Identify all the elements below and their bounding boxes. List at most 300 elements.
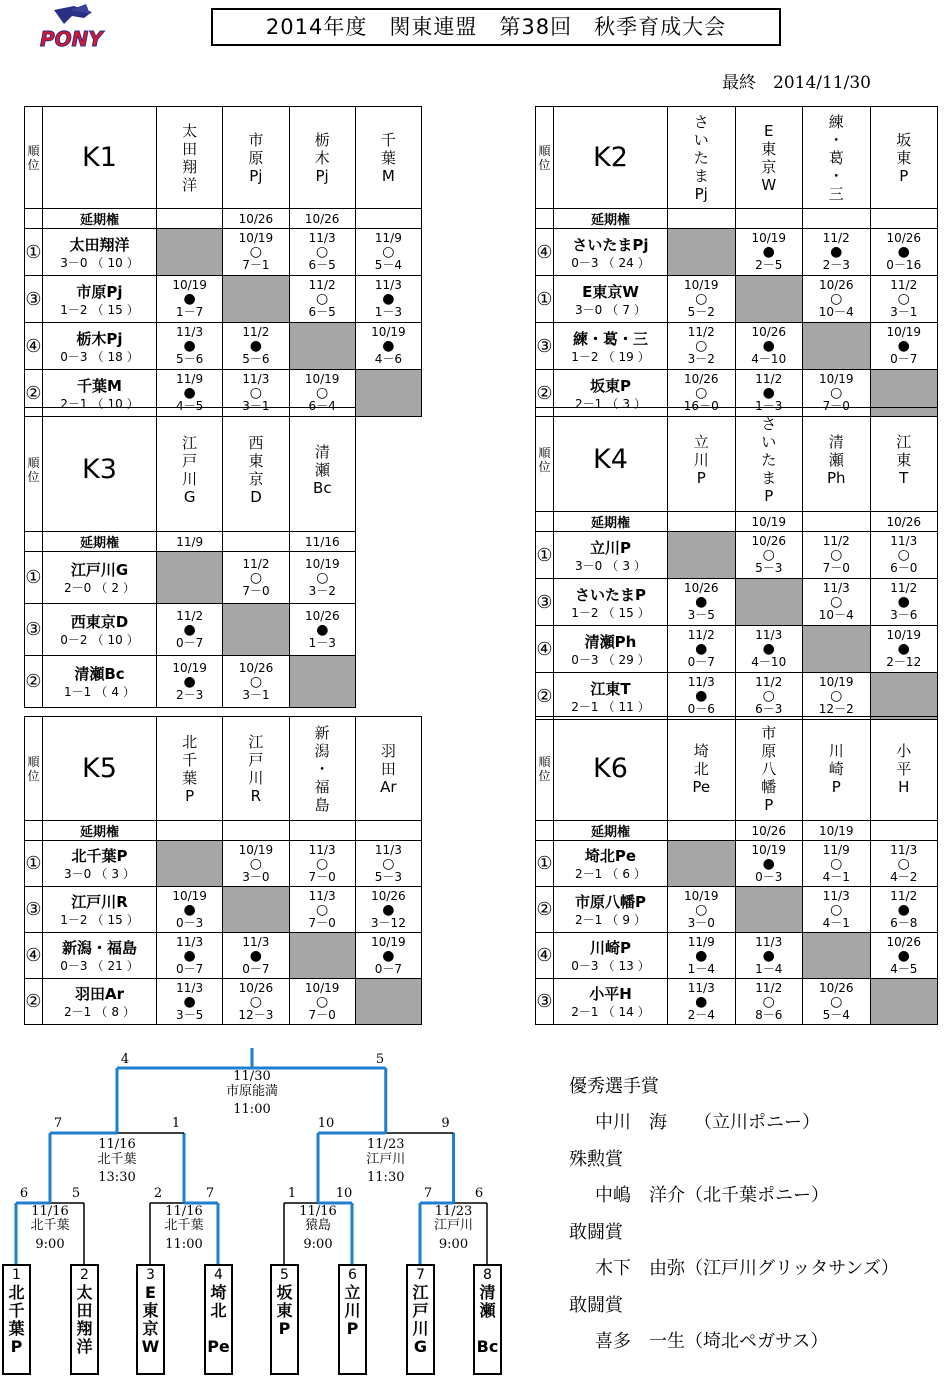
team-column-header: 北 千 葉 P <box>157 717 223 821</box>
award-winner: 中嶋 洋介（北千葉ポニー） <box>595 1185 829 1206</box>
team-row-header <box>554 323 668 370</box>
team-record: 3－0 （ 3 ） <box>575 558 646 573</box>
match-date: 10/26 <box>305 608 340 623</box>
match-score: 2－4 <box>687 1007 715 1022</box>
sf-score-right: 1 <box>171 1116 181 1131</box>
rank-mark: ② <box>25 370 43 417</box>
team-column-header: 江 戸 川 R <box>223 717 289 821</box>
status-date: 最終 2014/11/30 <box>722 73 871 93</box>
match-score: 1－4 <box>687 961 715 976</box>
match-cell <box>803 276 871 323</box>
match-score: 6－5 <box>308 258 336 272</box>
table-row <box>25 276 422 323</box>
win-mark: ○ <box>897 547 910 563</box>
match-date: 11/3 <box>822 888 850 903</box>
match-date: 11/9 <box>176 372 204 386</box>
match-cell <box>355 323 421 370</box>
match-date: 10/19 <box>751 842 787 857</box>
team-row-header <box>43 887 157 933</box>
match-cell <box>223 979 289 1025</box>
table-row <box>536 579 938 626</box>
team-record: 2－1 （ 10 ） <box>60 396 139 411</box>
win-mark: ○ <box>316 901 329 918</box>
team-row-header <box>43 979 157 1025</box>
loss-mark: ● <box>695 688 708 704</box>
self-cell <box>223 604 289 656</box>
team-record: 0－3 （ 24 ） <box>571 255 650 270</box>
match-score: 5－3 <box>374 869 403 884</box>
match-date: 11/3 <box>755 628 783 642</box>
sf-time: 11:30 <box>367 1170 405 1185</box>
group-name: K1 <box>43 107 157 209</box>
rank-header: 順 位 <box>25 408 43 532</box>
bracket-team-name: 江 戸 川 G <box>412 1283 429 1356</box>
match-cell <box>157 933 223 979</box>
ext-date: 10/19 <box>803 821 871 841</box>
match-date: 11/2 <box>822 231 850 245</box>
loss-mark: ● <box>897 594 910 610</box>
match-cell <box>803 887 871 933</box>
match-score: 3－2 <box>687 352 715 366</box>
win-mark: ○ <box>830 385 843 401</box>
win-mark: ○ <box>695 338 708 354</box>
match-score: 0－7 <box>374 961 403 976</box>
qf-venue: 猿島 <box>304 1218 332 1233</box>
table-row <box>536 276 938 323</box>
match-cell <box>870 841 938 887</box>
self-cell <box>355 370 421 417</box>
win-mark: ○ <box>897 855 910 872</box>
match-cell <box>668 887 736 933</box>
ext-rank-blank <box>25 209 43 229</box>
match-cell <box>870 933 938 979</box>
match-score: 4－6 <box>374 352 403 366</box>
win-mark: ○ <box>762 688 775 704</box>
match-date: 11/2 <box>687 628 715 642</box>
match-cell <box>668 673 736 720</box>
match-cell <box>355 933 421 979</box>
match-score: 2－12 <box>886 655 922 669</box>
match-cell <box>803 979 871 1025</box>
ext-label: 延期権 <box>554 512 668 532</box>
win-mark: ○ <box>249 855 262 872</box>
win-mark: ○ <box>249 244 262 260</box>
match-score: 0－7 <box>687 655 715 669</box>
team-column-header: さ い た ま Pj <box>668 107 736 209</box>
match-score: 2－5 <box>755 258 783 272</box>
match-date: 10/26 <box>818 278 854 292</box>
table-row <box>536 673 938 720</box>
match-date: 11/3 <box>755 934 783 949</box>
win-mark: ○ <box>830 855 843 872</box>
bracket-team <box>204 1264 233 1375</box>
match-score: 1－3 <box>755 399 783 413</box>
self-cell <box>735 579 803 626</box>
table-row <box>25 841 422 887</box>
bracket-seed: 3 <box>146 1267 155 1283</box>
ext-label: 延期権 <box>554 821 668 841</box>
match-date: 10/19 <box>683 278 719 292</box>
match-date: 11/3 <box>176 980 204 995</box>
final-date: 11/30 <box>233 1069 271 1084</box>
team-name: さいたまPj <box>572 235 649 254</box>
match-cell <box>735 626 803 673</box>
win-mark: ○ <box>249 673 263 690</box>
win-mark: ○ <box>316 385 329 401</box>
self-cell <box>157 229 223 276</box>
team-column-header: さ い た ま P <box>735 408 803 512</box>
table-row <box>536 323 938 370</box>
rank-mark: ④ <box>536 626 554 673</box>
ext-date: 10/26 <box>735 821 803 841</box>
match-score: 6－3 <box>755 702 783 716</box>
sf-time: 13:30 <box>98 1170 136 1185</box>
team-column-header: E 東 京 W <box>735 107 803 209</box>
team-name: 栃木Pj <box>76 329 123 348</box>
match-cell <box>870 532 938 579</box>
team-name: E東京W <box>582 282 639 301</box>
match-date: 10/26 <box>886 934 922 949</box>
match-cell <box>735 323 803 370</box>
self-cell <box>870 979 938 1025</box>
loss-mark: ● <box>695 594 708 610</box>
ext-date <box>803 209 871 229</box>
match-date: 11/2 <box>242 556 270 571</box>
team-column-header: 千 葉 M <box>355 107 421 209</box>
self-cell <box>803 323 871 370</box>
match-score: 10－4 <box>818 608 854 622</box>
match-date: 10/19 <box>304 980 340 995</box>
win-mark: ○ <box>762 547 775 563</box>
loss-mark: ● <box>830 244 843 260</box>
group-name: K5 <box>43 717 157 821</box>
team-column-header: 小 平 H <box>870 717 938 821</box>
match-date: 10/26 <box>886 231 922 245</box>
loss-mark: ● <box>897 947 910 964</box>
rank-mark: ② <box>25 979 43 1025</box>
self-cell <box>735 276 803 323</box>
match-cell <box>157 887 223 933</box>
match-cell <box>870 229 938 276</box>
team-row-header <box>554 626 668 673</box>
team-row-header <box>554 887 668 933</box>
table-row <box>25 604 356 656</box>
qf-time: 11:00 <box>165 1237 203 1252</box>
loss-mark: ● <box>762 338 775 354</box>
match-score: 5－6 <box>175 352 204 366</box>
win-mark: ○ <box>830 901 843 918</box>
award-winner: 中川 海 （立川ポニー） <box>595 1112 820 1133</box>
match-date: 10/19 <box>238 231 274 245</box>
match-date: 11/2 <box>890 278 918 292</box>
qf-date: 11/23 <box>434 1204 473 1219</box>
team-row-header <box>554 673 668 720</box>
loss-mark: ● <box>382 291 395 307</box>
ext-date <box>870 821 938 841</box>
team-name: 清瀬Bc <box>74 665 125 683</box>
self-cell <box>735 887 803 933</box>
team-row-header <box>43 604 157 656</box>
match-score: 10－4 <box>818 305 854 319</box>
rank-mark: ① <box>25 552 43 604</box>
match-score: 3－1 <box>242 399 270 413</box>
match-score: 0－7 <box>176 635 204 650</box>
match-cell <box>289 979 355 1025</box>
self-cell <box>223 887 289 933</box>
win-mark: ○ <box>249 385 262 401</box>
team-row-header <box>43 229 157 276</box>
match-score: 5－6 <box>242 352 270 366</box>
match-score: 12－3 <box>238 1007 274 1022</box>
team-row-header <box>554 532 668 579</box>
match-date: 11/3 <box>374 278 402 292</box>
sf-venue: 北千葉 <box>97 1152 137 1167</box>
match-cell <box>157 323 223 370</box>
team-record: 1－2 （ 15 ） <box>60 302 139 317</box>
match-score: 6－5 <box>308 305 336 319</box>
ext-date <box>223 532 289 552</box>
qf-score-right: 5 <box>71 1186 81 1201</box>
win-mark: ○ <box>830 547 843 563</box>
match-date: 11/3 <box>242 372 270 386</box>
team-name: 江戸川G <box>70 561 129 579</box>
match-cell <box>157 604 223 656</box>
table-row <box>536 887 938 933</box>
team-row-header <box>554 229 668 276</box>
bracket-team-name: 清 瀬 Bc <box>476 1283 499 1356</box>
match-date: 11/2 <box>176 608 204 623</box>
match-cell <box>223 552 289 604</box>
team-name: 練・葛・三 <box>572 329 648 348</box>
self-cell <box>157 552 223 604</box>
match-score: 3－0 <box>687 915 715 930</box>
match-score: 6－8 <box>890 915 918 930</box>
match-score: 2－3 <box>822 258 850 272</box>
team-record: 1－1 （ 4 ） <box>64 685 135 699</box>
loss-mark: ● <box>695 993 708 1010</box>
rank-mark: ① <box>25 841 43 887</box>
match-score: 1－4 <box>755 961 783 976</box>
match-date: 11/3 <box>687 675 715 689</box>
team-name: 立川P <box>590 538 631 557</box>
rank-mark: ④ <box>25 323 43 370</box>
ext-date <box>668 512 736 532</box>
team-column-header: 西 東 京 D <box>223 408 289 532</box>
match-score: 0－3 <box>175 915 204 930</box>
match-date: 10/26 <box>371 888 406 903</box>
win-mark: ○ <box>897 291 910 307</box>
match-date: 10/19 <box>683 888 719 903</box>
team-column-header: 清 瀬 Ph <box>803 408 871 512</box>
match-date: 10/26 <box>238 980 274 995</box>
page-title: 2014年度 関東連盟 第38回 秋季育成大会 <box>211 8 781 46</box>
team-name: 埼北Pe <box>584 847 637 865</box>
qf-time: 9:00 <box>438 1237 469 1252</box>
rank-mark: ① <box>25 229 43 276</box>
team-column-header: 江 東 T <box>870 408 938 512</box>
match-date: 11/2 <box>822 534 850 548</box>
match-cell <box>803 841 871 887</box>
match-score: 7－0 <box>308 869 336 884</box>
team-column-header: 江 戸 川 G <box>157 408 223 532</box>
bracket-team-name: 立 川 P <box>344 1283 361 1338</box>
bracket-team <box>473 1264 502 1375</box>
loss-mark: ● <box>695 641 708 657</box>
bracket-team <box>136 1264 165 1375</box>
match-date: 11/2 <box>687 325 715 339</box>
award-winner: 喜多 一生（埼北ペガサス） <box>595 1331 829 1352</box>
team-name: 清瀬Ph <box>584 632 637 651</box>
match-score: 4－5 <box>175 399 204 413</box>
match-date: 11/3 <box>374 842 402 857</box>
match-score: 7－0 <box>308 1007 336 1022</box>
match-date: 10/26 <box>751 325 787 339</box>
qf-date: 11/16 <box>31 1204 69 1219</box>
match-date: 11/9 <box>822 842 850 857</box>
team-record: 1－2 （ 15 ） <box>571 605 650 620</box>
team-name: 市原八幡P <box>575 893 646 911</box>
match-score: 3－5 <box>687 608 715 622</box>
team-record: 3－0 （ 7 ） <box>575 302 646 317</box>
table-row <box>25 656 356 708</box>
team-record: 2－1 （ 9 ） <box>575 913 646 927</box>
match-date: 11/2 <box>755 980 783 995</box>
win-mark: ○ <box>830 291 843 307</box>
team-column-header: 太 田 翔 洋 <box>157 107 223 209</box>
ext-label: 延期権 <box>554 209 668 229</box>
match-score: 7－0 <box>822 399 850 413</box>
loss-mark: ● <box>183 621 196 638</box>
team-name: 坂東P <box>590 376 631 395</box>
match-cell <box>355 276 421 323</box>
match-score: 3－12 <box>370 915 406 930</box>
match-score: 2－3 <box>176 687 204 702</box>
loss-mark: ● <box>762 244 775 260</box>
match-score: 0－16 <box>886 258 922 272</box>
team-row-header <box>43 323 157 370</box>
pony-logo <box>34 4 124 52</box>
match-date: 11/3 <box>308 842 336 857</box>
win-mark: ○ <box>762 993 775 1010</box>
win-mark: ○ <box>382 855 395 872</box>
match-cell <box>289 841 355 887</box>
match-date: 11/3 <box>890 534 918 548</box>
group-name: K2 <box>554 107 668 209</box>
loss-mark: ● <box>382 338 395 354</box>
table-row <box>536 933 938 979</box>
match-score: 3－0 <box>242 869 270 884</box>
win-mark: ○ <box>830 993 843 1010</box>
self-cell <box>668 532 736 579</box>
match-score: 4－10 <box>751 655 787 669</box>
team-row-header <box>43 841 157 887</box>
match-score: 16－0 <box>683 399 719 413</box>
win-mark: ○ <box>830 688 843 704</box>
ext-date: 11/9 <box>157 532 223 552</box>
match-score: 0－3 <box>755 869 783 884</box>
team-row-header <box>554 979 668 1025</box>
league-table-k5 <box>24 716 422 1025</box>
match-date: 11/3 <box>176 934 204 949</box>
match-cell <box>735 532 803 579</box>
ext-label: 延期権 <box>43 821 157 841</box>
match-score: 4－5 <box>890 961 918 976</box>
match-cell <box>668 933 736 979</box>
team-column-header: 市 原 Pj <box>223 107 289 209</box>
win-mark: ○ <box>316 291 329 307</box>
ext-date: 10/26 <box>289 209 355 229</box>
table-row <box>536 532 938 579</box>
final-score-left: 4 <box>120 1052 130 1067</box>
match-score: 0－7 <box>890 352 918 366</box>
match-cell <box>735 673 803 720</box>
sf-score-right: 9 <box>441 1116 450 1131</box>
loss-mark: ● <box>316 621 329 638</box>
team-name: 太田翔洋 <box>69 235 130 254</box>
rank-mark: ③ <box>536 579 554 626</box>
team-name: さいたまP <box>575 585 646 604</box>
match-score: 3－1 <box>890 305 918 319</box>
rank-mark: ④ <box>25 933 43 979</box>
team-name: 川崎P <box>590 939 631 957</box>
team-name: 千葉M <box>77 376 122 395</box>
table-row <box>536 626 938 673</box>
team-record: 0－3 （ 21 ） <box>60 959 139 973</box>
self-cell <box>289 933 355 979</box>
match-date: 10/19 <box>886 628 922 642</box>
rank-mark: ① <box>536 841 554 887</box>
rank-header: 順 位 <box>536 408 554 512</box>
bracket-team <box>406 1264 435 1375</box>
bracket-team <box>2 1264 31 1375</box>
match-date: 10/26 <box>818 980 854 995</box>
ext-date <box>157 209 223 229</box>
match-cell <box>289 276 355 323</box>
qf-score-left: 1 <box>287 1186 297 1201</box>
match-cell <box>668 626 736 673</box>
rank-mark: ③ <box>536 979 554 1025</box>
match-cell <box>803 229 871 276</box>
ext-date <box>668 209 736 229</box>
ext-date <box>355 209 421 229</box>
match-score: 7－1 <box>242 258 270 272</box>
match-score: 4－10 <box>751 352 787 366</box>
match-cell <box>735 229 803 276</box>
award-category: 敢闘賞 <box>569 1222 623 1243</box>
match-score: 5－3 <box>755 561 783 575</box>
loss-mark: ● <box>897 901 910 918</box>
match-score: 12－2 <box>818 702 854 716</box>
match-score: 7－0 <box>242 583 270 598</box>
table-row <box>25 979 422 1025</box>
table-row <box>25 229 422 276</box>
match-cell <box>803 673 871 720</box>
match-cell <box>735 933 803 979</box>
league-table-k1 <box>24 106 422 417</box>
league-table-k4 <box>535 407 938 720</box>
match-score: 1－3 <box>374 305 403 319</box>
match-cell <box>355 229 421 276</box>
loss-mark: ● <box>897 244 910 260</box>
team-name: 新潟・福島 <box>61 939 137 957</box>
win-mark: ○ <box>695 385 708 401</box>
team-record: 0－3 （ 13 ） <box>571 959 650 973</box>
team-record: 3－0 （ 3 ） <box>64 867 135 881</box>
qf-venue: 北千葉 <box>164 1218 204 1233</box>
ext-date: 11/16 <box>289 532 355 552</box>
match-date: 10/19 <box>238 842 274 857</box>
loss-mark: ● <box>183 338 196 354</box>
